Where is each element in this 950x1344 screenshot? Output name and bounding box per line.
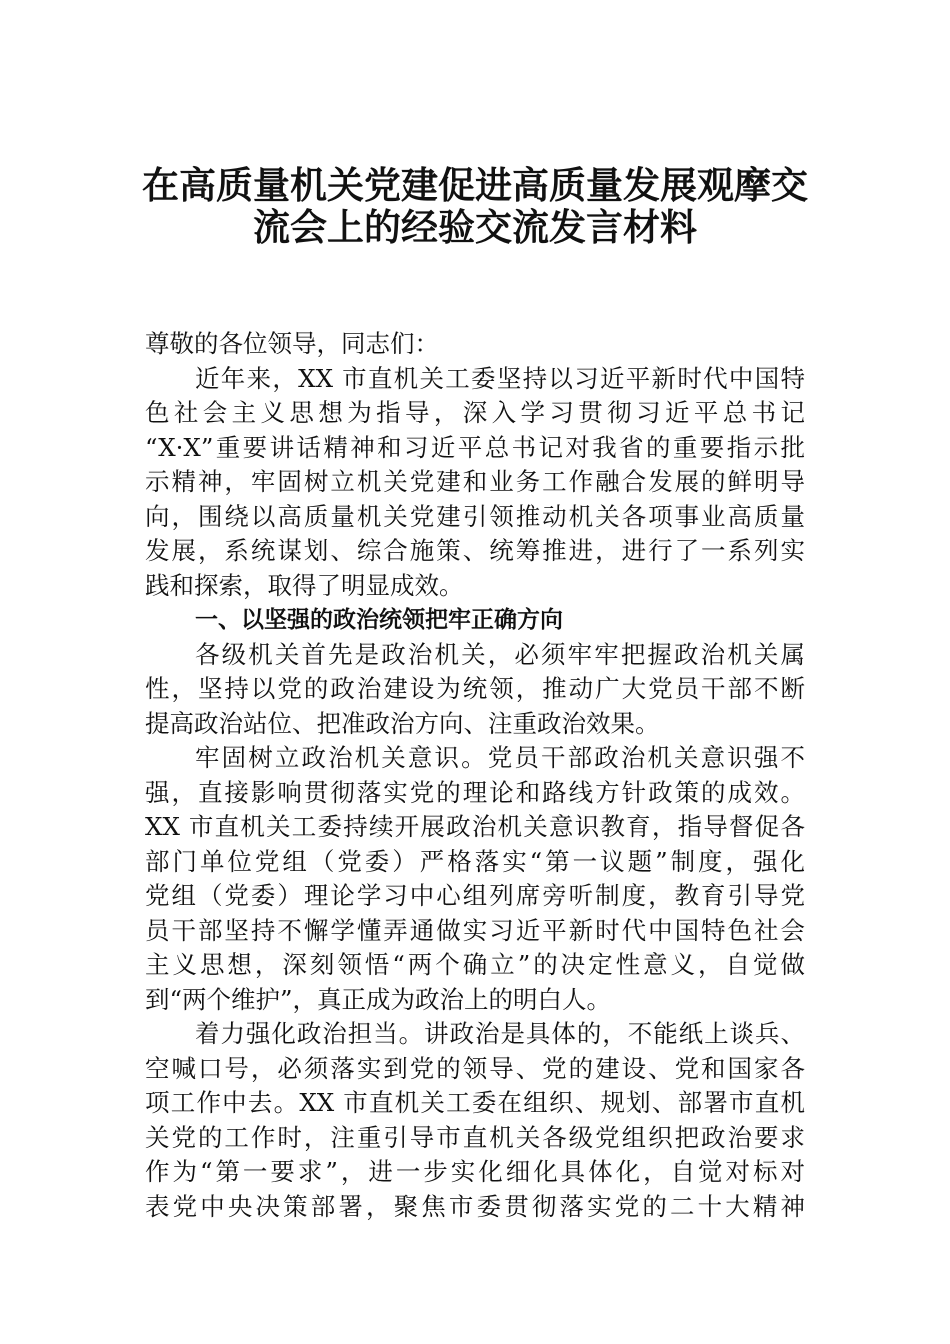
paragraph-line: 提高政治站位、把准政治方向、注重政治效果。 [145, 709, 660, 738]
document-title-line-1: 在高质量机关党建促进高质量发展观摩交 [142, 164, 808, 207]
paragraph-line: 空喊口号，必须落实到党的领导、党的建设、党和国家各 [145, 1054, 805, 1083]
document-title-line-2: 流会上的经验交流发言材料 [253, 206, 697, 249]
paragraph-line: 近年来，XX 市直机关工委坚持以习近平新时代中国特 [195, 364, 805, 393]
paragraph-line: “X·X”重要讲话精神和习近平总书记对我省的重要指示批 [145, 433, 805, 462]
paragraph-line: 向，围绕以高质量机关党建引领推动机关各项事业高质量 [145, 502, 805, 531]
paragraph-line: 部门单位党组（党委）严格落实“第一议题”制度，强化 [145, 847, 805, 876]
paragraph-line: 项工作中去。XX 市直机关工委在组织、规划、部署市直机 [145, 1088, 805, 1117]
paragraph-line: 着力强化政治担当。讲政治是具体的，不能纸上谈兵、 [195, 1019, 805, 1048]
paragraph-line: 党组（党委）理论学习中心组列席旁听制度，教育引导党 [145, 881, 805, 910]
paragraph-line: 到“两个维护”，真正成为政治上的明白人。 [145, 985, 612, 1014]
paragraph-line: 表党中央决策部署，聚焦市委贯彻落实党的二十大精神 [145, 1192, 805, 1221]
salutation: 尊敬的各位领导，同志们： [145, 329, 439, 358]
paragraph-line: 员干部坚持不懈学懂弄通做实习近平新时代中国特色社会 [145, 916, 805, 945]
paragraph-line: 性，坚持以党的政治建设为统领，推动广大党员干部不断 [145, 674, 805, 703]
paragraph-line: 各级机关首先是政治机关，必须牢牢把握政治机关属 [195, 640, 805, 669]
paragraph-line: 作为“第一要求”，进一步实化细化具体化，自觉对标对 [145, 1157, 805, 1186]
paragraph-line: 牢固树立政治机关意识。党员干部政治机关意识强不 [195, 743, 805, 772]
paragraph-line: 示精神，牢固树立机关党建和业务工作融合发展的鲜明导 [145, 467, 805, 496]
paragraph-line: XX 市直机关工委持续开展政治机关意识教育，指导督促各 [145, 812, 805, 841]
section-heading: 一、以坚强的政治统领把牢正确方向 [195, 607, 563, 633]
paragraph-line: 色社会主义思想为指导，深入学习贯彻习近平总书记 [145, 398, 805, 427]
paragraph-line: 强，直接影响贯彻落实党的理论和路线方针政策的成效。 [145, 778, 805, 807]
paragraph-line: 发展，系统谋划、综合施策、统筹推进，进行了一系列实 [145, 536, 805, 565]
paragraph-line: 关党的工作时，注重引导市直机关各级党组织把政治要求 [145, 1123, 805, 1152]
paragraph-line: 践和探索，取得了明显成效。 [145, 571, 464, 600]
paragraph-line: 主义思想，深刻领悟“两个确立”的决定性意义，自觉做 [145, 950, 805, 979]
